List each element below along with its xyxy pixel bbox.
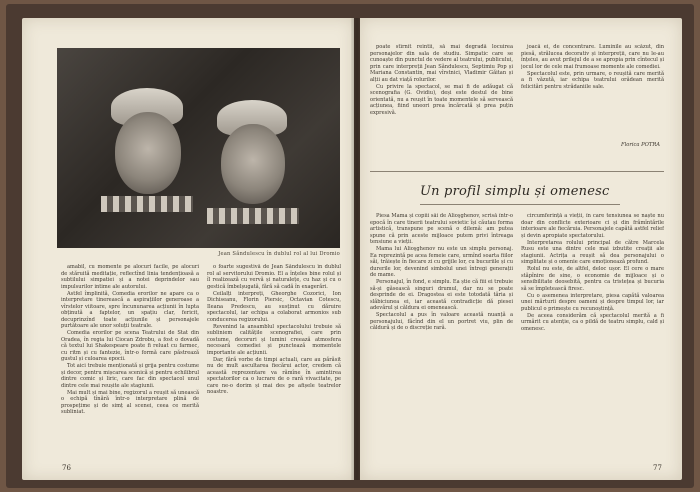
page-number-left: 76 (62, 464, 71, 472)
paragraph: Spectacolul este, prin urmare, o reușită care merită a fi văzută, iar echipa teatrului orădean merită felicitări pentru strădaniile sale. (521, 70, 664, 90)
paragraph: joacă ei, de concentrare. Luminile au scăzut, din piesă, strălucea decorativ și interpreții, care nu le-au înțeles, au avut prilejul de a se apropia prin cîntecul și jocul lor de cele mai frumoase momente ale comediei. (521, 44, 664, 70)
paragraph: Interpretarea rolului principal de către Marcela Rusu este una dintre cele mai izbutite creații ale stagiunii. Actrița a reușit să dea personajului o simplitate și o omenie care emoționează profund. (521, 239, 664, 265)
paragraph: Astfel împlinită, Comedia erorilor ne apare ca o interpretare tinerească a aspirațiilor generoase a vîrstelor viitoare, spre încununarea acțiunii în lupta obținută a faptelor, un spațiu clar, fericit, decuprinzînd toate acțiunile și personajele purtătoare ale unor soluții teatrale. (61, 290, 199, 329)
article-heading: Un profil simplu și omenesc (420, 184, 610, 199)
actors-photo (57, 48, 340, 248)
page-number-right: 77 (653, 464, 662, 472)
paragraph: Mama lui Alioşghenov nu este un simplu personaj. Ea reprezintă pe acea femeie care, urmînd soarta fiilor săi, trăiește în fiecare zi cu grijile lor, cu bucuriile și cu durerile lor, devenind simbolul unei întregi generații de mame. (370, 246, 513, 278)
photo-caption: Jean Săndulescu în dublul rol al lui Dromio (218, 251, 340, 257)
paragraph: Tot aici trebuie menționată și grija pentru costume și decor, pentru mișcarea scenică și pentru echilibrul dintre comic și liric, care fac din spectacol unul dintre cele mai reușite ale stagiunii. (61, 363, 199, 389)
paragraph: Spectacolul a pus în valoare această nuanță a personajului, făcînd din el un portret viu, plin de căldură și de o discreție rară. (370, 312, 513, 331)
paragraph: Mai mult și mai bine, regizorul a reușit să unească o echipă tînără într-o interpretare plină de prospețime și de simț al scenei, ceea ce merită subliniat. (61, 389, 199, 415)
paragraph: Revenind la ansamblul spectacolului trebuie să subliniem calitățile scenografiei, care prin costume, decoruri și lumini creează atmosfera necesară comediei și punctează momentele importante ale acțiunii. (207, 323, 341, 356)
right-page (360, 18, 682, 480)
left-page-column-2 (207, 264, 341, 468)
right-page-bottom-column-2 (521, 213, 664, 463)
right-page-bottom-column-1 (370, 213, 513, 463)
section-divider (370, 171, 664, 172)
paragraph: o foarte sugestivă de Jean Săndulescu în dublul rol al servitorului Dromio. El a înțeles bine rolul și îl realizează cu vervă și naturalețe, cu haz și cu o gestică îmbelșugată, fără să cadă în exagerări. (207, 264, 341, 290)
right-page-top-column-1 (370, 44, 513, 156)
right-page-top-column-2 (521, 44, 664, 140)
paragraph: Comedia erorilor pe scena Teatrului de Stat din Oradea, în regia lui Ciocan Zdrobu, a fost o dovadă că textul lui Shakespeare poate fi reluat cu farmec, cu ritm și cu fantezie, într-o formă care păstrează gustul și culoarea epocii. (61, 330, 199, 362)
paragraph: amabil, cu momente pe alocuri facile, pe alocuri de stăruită meditație, reflectînd linia tendențioasă a subtilului simpatiei și a notei deprindelor sau impulsurilor intime ale autorului. (61, 264, 199, 290)
article-signature: Florica POTRA (620, 142, 660, 148)
paragraph: Ceilalți interpreți, Gheorghe Cozorici, Ion Dichiseanu, Florin Piersic, Octavian Cotescu, Ileana Predescu, au susținut cu dăruire spectacolul, iar echipa a colaborat armonios sub conducerea regizorului. (207, 290, 341, 323)
paragraph: Personajul, în fond, e simplu. Ea știe că fiii ei trebuie să-și găsească singuri drumul, dar nu se poate desprinde de ei. Dragostea ei este totodată tăria și slăbiciunea ei, iar această contradicție dă piesei adevărul și căldura ei omenească. (370, 279, 513, 311)
heading-underline (420, 204, 620, 205)
paragraph: Dar, fără vorbe de timpi actuali, care au părăsit nu de mult ascultarea fiecărui actor, credem că această reprezentare va rămîne în amintirea spectatorilor ca o lucrare de o rară vivacitate, pe care ne-o dorim și mai des pe afișele teatrelor noastre. (207, 356, 341, 395)
paragraph: Rolul nu este, de altfel, deloc ușor. El cere o mare stăpînire de sine, o economie de mijloace și o sensibilitate deosebită, pentru ca tristețea și bucuria să se împletească firesc. (521, 266, 664, 292)
paragraph: circumferință a vieții, în care tensiunea se naște nu doar din conflicte exterioare ci și din frămîntările interioare ale fiecăruia. Personajele capătă astfel relief și devin apropiate spectatorului. (521, 213, 664, 239)
paragraph: Piesa Mama și copiii săi de Alioşghenov, scrisă într-o epocă în care tinerii teatrului sovietic își căutau forma artistică, transpune pe scenă o dilemă: am putea spune că prin aceste mijloace putem privi întreaga tensiune a vieții. (370, 213, 513, 245)
paragraph: Cu privire la spectacol, se mai fi de adăugat că scenografia (G. Ovidiu), deși este destul de bine orientată, nu a reușit în toate momentele să servească acțiunea, fiind uneori prea încărcată și prea puțin expresivă. (370, 83, 513, 116)
paragraph: Cu o asemenea interpretare, piesa capătă valoarea unei mărturii despre oameni și despre timpul lor, iar publicul o primește cu recunoștință. (521, 292, 664, 312)
left-page (22, 18, 354, 480)
paragraph: poate stîrnit reîntîi, să mai degradă locuirea personajelor din sala de studiu. Simpatic care se cunoaște din punctul de vedere al teatrului, publicului, prin care interpreții Jean Săndulescu, Septimiu Pop și Mariana Constantin, mai vîrstnici, Vladimir Găitan și alții au dat viață rolurilor. (370, 44, 513, 83)
paragraph: De aceea considerăm că spectacolul merită a fi urmărit cu atenție, ca o pildă de teatru simplu, cald și omenesc. (521, 312, 664, 332)
left-page-column-1 (61, 264, 199, 468)
